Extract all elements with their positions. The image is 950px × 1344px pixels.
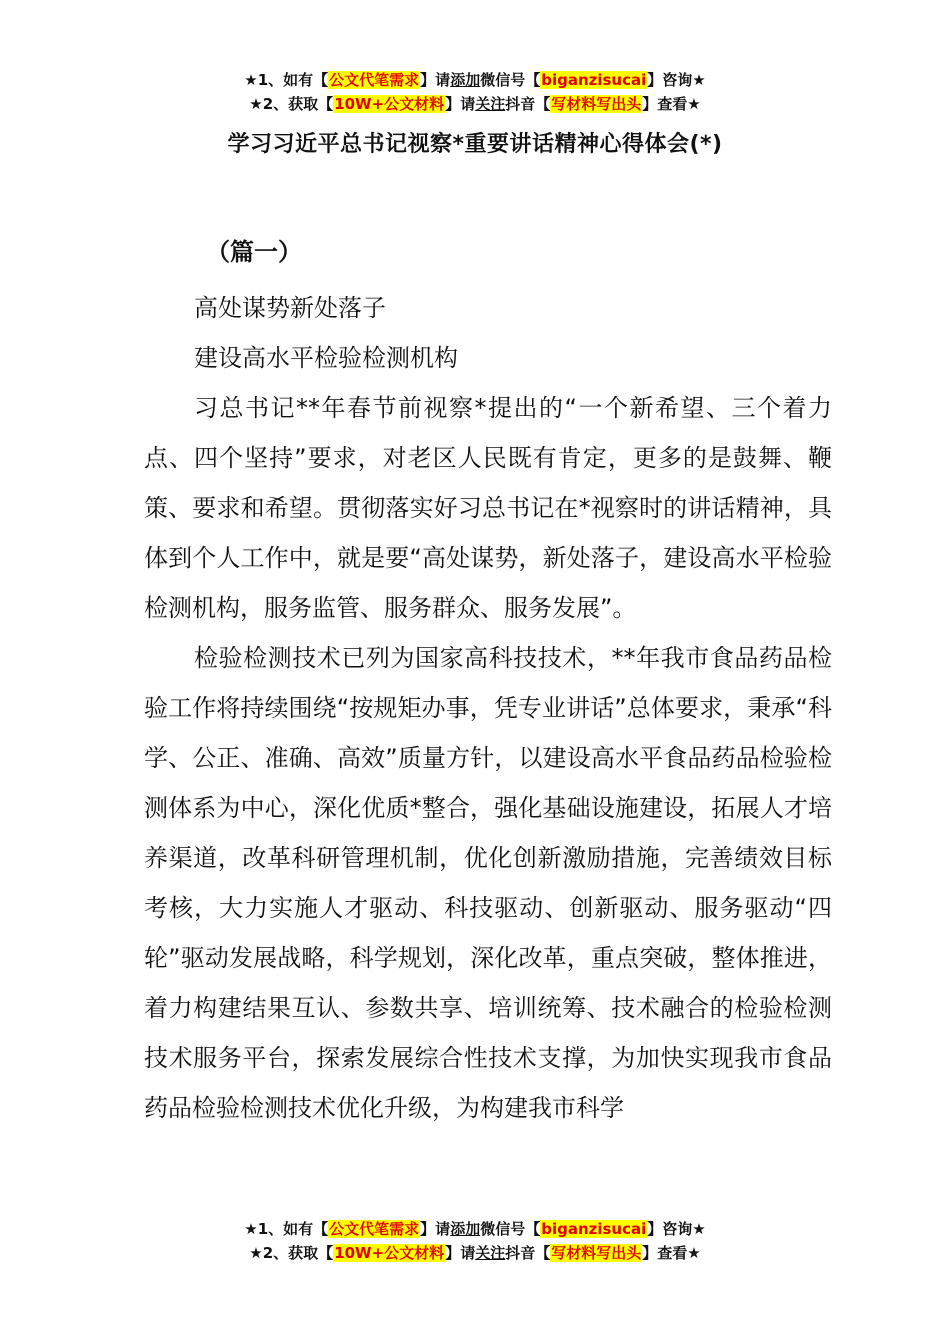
banner-highlight: 公文代笔需求: [329, 1220, 420, 1238]
banner-text: 微信号【: [480, 71, 541, 89]
banner-underlined-text: 关注: [475, 1244, 506, 1262]
top-banner: [0, 68, 950, 116]
banner-text: 】咨询★: [647, 71, 706, 89]
banner-highlight: 10W+公文材料: [334, 1244, 445, 1262]
section-heading: 建设高水平检验检测机构: [194, 344, 458, 372]
bottom-banner: [0, 1217, 950, 1265]
banner-text: ★2、获取【: [249, 1244, 334, 1262]
banner-highlight: 写材料写出头: [551, 1244, 642, 1262]
banner-underlined-text: 添加: [450, 1220, 481, 1238]
banner-line-1: [0, 68, 950, 92]
banner-highlight: biganzisucai: [541, 71, 647, 89]
body-paragraph: 检验检测技术已列为国家高科技技术，**年我市食品药品检验工作将持续围绕“按规矩办事，凭专业讲话”总体要求，秉承“科学、公正、准确、高效”质量方针，以建设高水平食品药品检验检测体系为中心，深化优质*整合，强化基础设施建设，拓展人才培养渠道，改革科研管理机制，优化创新激励措施，完善绩效目标考核，大力实施人才驱动、科技驱动、创新驱动、服务驱动“四轮”驱动发展战略，科学规划，深化改革，重点突破，整体推进，着力构建结果互认、参数共享、培训统筹、技术融合的检验检测技术服务平台，探索发展综合性技术支撑，为加快实现我市食品药品检验检测技术优化升级，为构建我市科学: [144, 644, 832, 1122]
banner-text: 】请: [445, 95, 476, 113]
banner-line-1: [0, 1217, 950, 1241]
banner-text: 抖音【: [505, 1244, 551, 1262]
document-title: 学习习近平总书记视察*重要讲话精神心得体会(*): [227, 132, 723, 157]
banner-text: 微信号【: [480, 1220, 541, 1238]
banner-text: ★2、获取【: [249, 95, 334, 113]
banner-text: 】咨询★: [647, 1220, 706, 1238]
banner-highlight: 10W+公文材料: [334, 95, 445, 113]
banner-underlined-text: 添加: [450, 71, 481, 89]
banner-text: 】查看★: [642, 1244, 701, 1262]
banner-text: 】请: [445, 1244, 476, 1262]
banner-text: 】请: [420, 71, 451, 89]
banner-text: ★1、如有【: [244, 71, 329, 89]
banner-highlight: 公文代笔需求: [329, 71, 420, 89]
banner-line-2: [0, 1241, 950, 1265]
banner-line-2: [0, 92, 950, 116]
section-heading: 高处谋势新处落子: [194, 294, 386, 322]
banner-highlight: 写材料写出头: [551, 95, 642, 113]
banner-underlined-text: 关注: [475, 95, 506, 113]
body-paragraph: 习总书记**年春节前视察*提出的“一个新希望、三个着力点、四个坚持”要求，对老区人民既有肯定，更多的是鼓舞、鞭策、要求和希望。贯彻落实好习总书记在*视察时的讲话精神，具体到个人工作中，就是要“高处谋势，新处落子，建设高水平检验检测机构，服务监管、服务群众、服务发展”。: [144, 394, 832, 622]
banner-text: 】查看★: [642, 95, 701, 113]
banner-text: ★1、如有【: [244, 1220, 329, 1238]
banner-text: 抖音【: [505, 95, 551, 113]
chapter-label: （篇一）: [206, 238, 302, 266]
banner-text: 】请: [420, 1220, 451, 1238]
banner-highlight: biganzisucai: [541, 1220, 647, 1238]
document-body: [144, 227, 832, 1133]
